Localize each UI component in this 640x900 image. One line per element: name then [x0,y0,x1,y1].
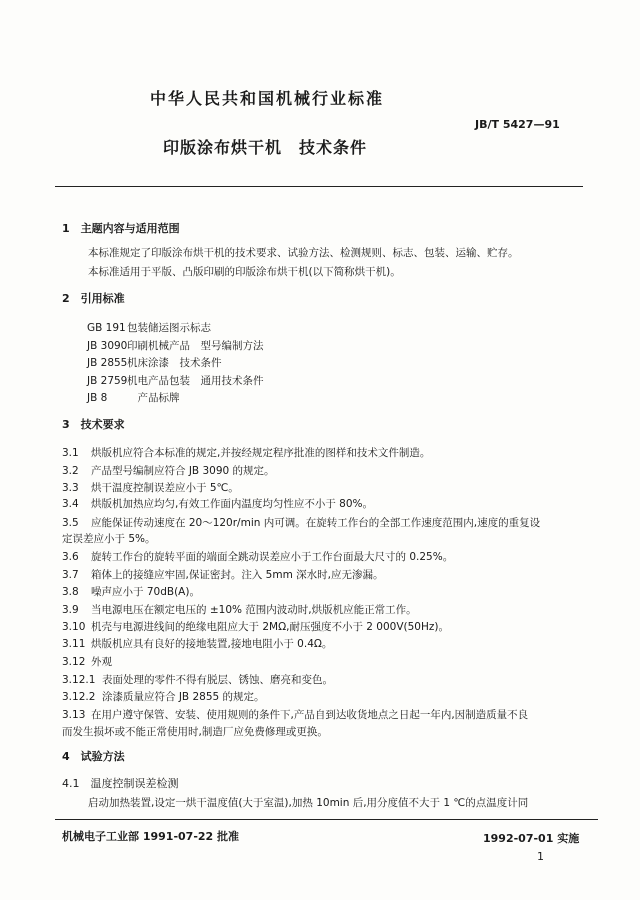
clause-text: 箱体上的接缝应牢固,保证密封。注入 5mm 深水时,应无渗漏。 [91,569,384,581]
requirement-item [62,515,540,530]
section-1-paragraph-2: 本标准适用于平版、凸版印刷的印版涂布烘干机(以下简称烘干机)。 [88,266,401,278]
requirement-item [62,549,453,564]
clause-text: 烘干温度控制误差应小于 5℃。 [91,482,239,494]
implementation-date: 1992-07-01 实施 [483,832,580,845]
reference-code: JB 2759 [87,375,128,387]
requirement-item [62,689,265,704]
requirement-item [62,672,333,687]
clause-text: 应能保证传动速度在 20～120r/min 内可调。在旋转工作台的全部工作速度范围内,速度的重复设 [91,517,541,529]
clause-text: 噪声应小于 70dB(A)。 [91,586,200,598]
section-3-heading: 3 技术要求 [62,418,125,431]
requirement-item [62,463,275,478]
clause-number: 3.11 [62,638,86,650]
standard-category-title: 中华人民共和国机械行业标准 [150,89,385,108]
page-number: 1 [537,850,544,863]
requirement-item [62,636,332,651]
standard-code: JB/T 5427—91 [475,118,560,131]
approval-line: 机械电子工业部 1991-07-22 批准 [62,830,240,843]
clause-text: 烘版机应符合本标准的规定,并按经规定程序批准的图样和技术文件制造。 [91,447,431,459]
section-1-heading: 1 主题内容与适用范围 [62,222,180,235]
clause-text: 烘版机加热应均匀,有效工作面内温度均匀性应不小于 80%。 [91,498,374,510]
requirement-item [62,619,449,634]
section-4-1-heading: 4.1 温度控制误差检测 [62,777,179,790]
requirement-item [62,496,373,511]
requirement-item [62,480,239,495]
clause-number: 3.6 [62,551,79,563]
clause-text: 涂漆质量应符合 JB 2855 的规定。 [102,691,265,703]
requirement-item [62,567,384,582]
requirement-item [62,602,417,617]
section-4-1-paragraph: 启动加热装置,设定一烘干温度值(大于室温),加热 10min 后,用分度值不大于 1 ℃的点温度计同 [88,797,529,809]
clause-number: 3.2 [62,465,79,477]
clause-text: 在用户遵守保管、安装、使用规则的条件下,产品自到达收货地点之日起一年内,因制造质量不良 [91,709,529,721]
clause-number: 3.12 [62,656,86,668]
clause-text: 旋转工作台的旋转平面的端面全跳动误差应小于工作台面最大尺寸的 0.25%。 [91,551,454,563]
reference-item [87,320,211,335]
reference-code: JB 3090 [87,340,128,352]
reference-title: 机电产品包装 通用技术条件 [127,375,264,387]
header-divider [55,186,583,187]
reference-title: 包装储运图示标志 [127,322,211,334]
reference-code: JB 2855 [87,357,128,369]
clause-text: 定误差应小于 5%。 [62,533,156,545]
reference-item [87,390,180,405]
requirement-item [62,584,200,599]
clause-text: 产品型号编制应符合 JB 3090 的规定。 [91,465,275,477]
requirement-item-continuation [62,724,328,739]
clause-number: 3.5 [62,517,79,529]
clause-number: 3.7 [62,569,79,581]
clause-number: 3.8 [62,586,79,598]
reference-title: 机床涂漆 技术条件 [127,357,222,369]
clause-number: 3.13 [62,709,86,721]
document-title: 印版涂布烘干机 技术条件 [163,138,368,157]
reference-item [87,373,264,388]
clause-number: 3.4 [62,498,79,510]
reference-code: GB 191 [87,322,126,334]
section-4-heading: 4 试验方法 [62,750,125,763]
requirement-item [62,445,430,460]
clause-number: 3.12.2 [62,691,96,703]
clause-number: 3.12.1 [62,674,96,686]
clause-text: 表面处理的零件不得有脱层、锈蚀、磨亮和变色。 [102,674,333,686]
requirement-item [62,707,528,722]
clause-text: 烘版机应具有良好的接地装置,接地电阻小于 0.4Ω。 [91,638,333,650]
clause-text: 外观 [91,656,112,668]
clause-text: 机壳与电源进线间的绝缘电阻应大于 2MΩ,耐压强度不小于 2 000V(50Hz)。 [91,621,449,633]
section-2-heading: 2 引用标准 [62,292,125,305]
clause-text: 当电源电压在额定电压的 ±10% 范围内波动时,烘版机应能正常工作。 [91,604,417,616]
clause-number: 3.3 [62,482,79,494]
requirement-item-continuation [62,531,156,546]
reference-title: 产品标牌 [127,392,180,404]
reference-item [87,338,264,353]
reference-code: JB 8 [87,392,108,404]
clause-number: 3.10 [62,621,86,633]
requirement-item [62,654,112,669]
clause-number: 3.1 [62,447,79,459]
clause-number: 3.9 [62,604,79,616]
section-1-paragraph-1: 本标准规定了印版涂布烘干机的技术要求、试验方法、检测规则、标志、包装、运输、贮存。 [88,247,519,259]
footer-divider [55,819,598,820]
clause-text: 而发生损坏或不能正常使用时,制造厂应免费修理或更换。 [62,726,328,738]
reference-item [87,355,222,370]
reference-title: 印刷机械产品 型号编制方法 [127,340,264,352]
